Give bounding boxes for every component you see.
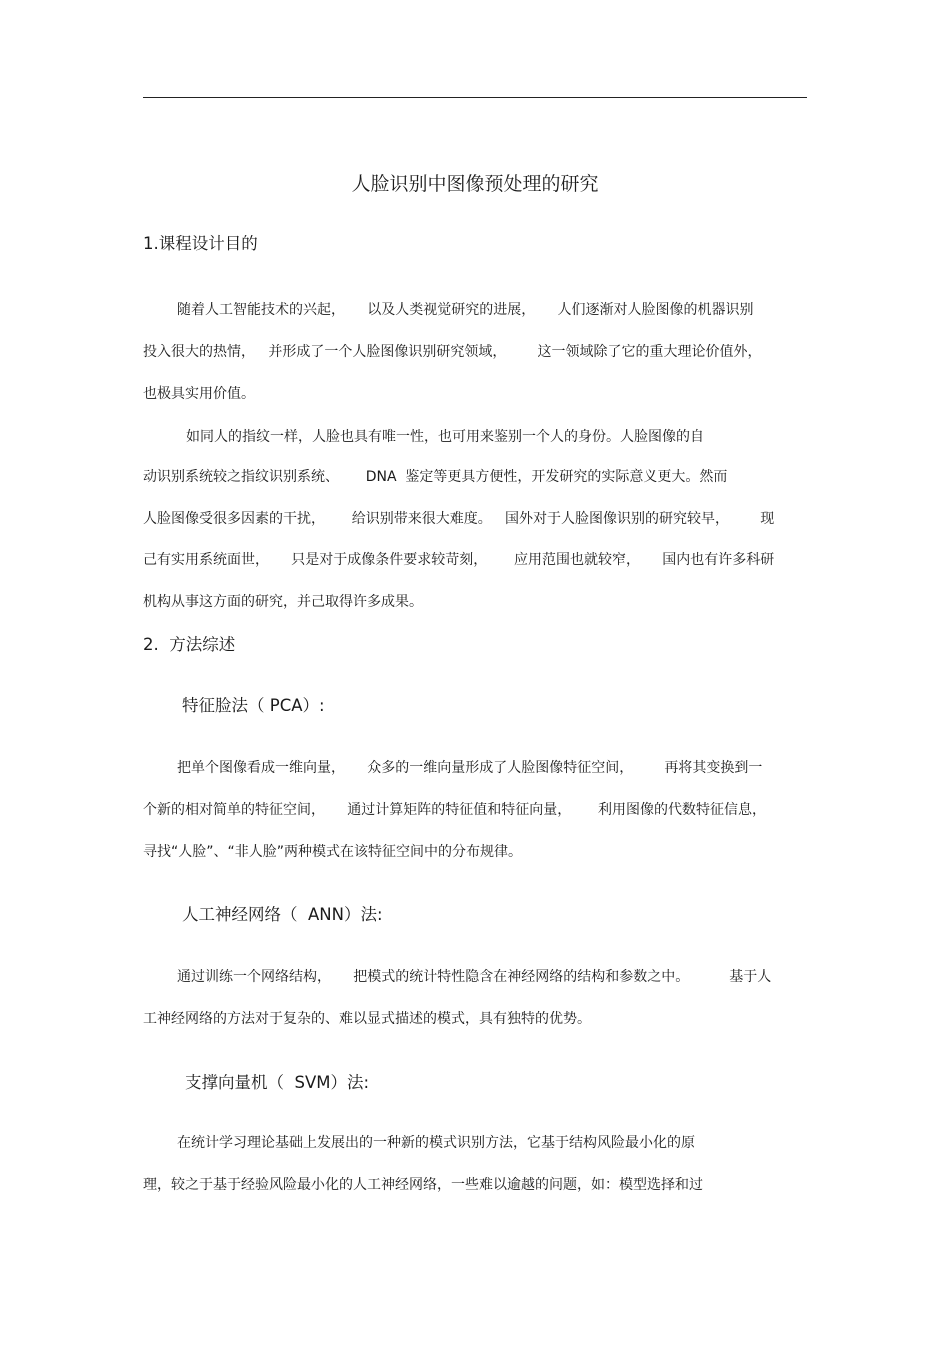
ann-line-1: 通过训练一个网络结构， 把模式的统计特性隐含在神经网络的结构和参数之中。 基于人 <box>177 969 772 985</box>
s1-p1-line-2: 投入很大的热情， 并形成了一个人脸图像识别研究领域， 这一领域除了它的重大理论价值外， <box>143 344 762 360</box>
svm-line-1: 在统计学习理论基础上发展出的一种新的模式识别方法，它基于结构风险最小化的原 <box>177 1135 695 1151</box>
ann-line-2: 工神经网络的方法对于复杂的、难以显式描述的模式，具有独特的优势。 <box>143 1011 591 1027</box>
ann-heading: 人工神经网络（ ANN）法: <box>182 905 383 924</box>
s1-p2-line-5: 机构从事这方面的研究，并己取得许多成果。 <box>143 594 423 610</box>
document-title: 人脸识别中图像预处理的研究 <box>351 173 599 195</box>
section-2-heading: 2. 方法综述 <box>143 635 236 654</box>
section-1-heading: 1.课程设计目的 <box>143 234 258 253</box>
svm-line-2: 理，较之于基于经验风险最小化的人工神经网络，一些难以逾越的问题，如：模型选择和过 <box>143 1177 703 1193</box>
s1-p2-line-3: 人脸图像受很多因素的干扰， 给识别带来很大难度。 国外对于人脸图像识别的研究较早， 现 <box>143 511 775 527</box>
header-rule <box>143 97 807 98</box>
svm-heading: 支撑向量机（ SVM）法: <box>185 1073 370 1092</box>
pca-line-2: 个新的相对简单的特征空间， 通过计算矩阵的特征值和特征向量， 利用图像的代数特征信息， <box>143 802 766 818</box>
s1-p1-line-3: 也极具实用价值。 <box>143 386 255 402</box>
pca-line-1: 把单个图像看成一维向量， 众多的一维向量形成了人脸图像特征空间， 再将其变换到一 <box>177 760 763 776</box>
pca-heading: 特征脸法（ PCA）: <box>182 696 325 715</box>
s1-p2-line-2: 动识别系统较之指纹识别系统、 DNA 鉴定等更具方便性，开发研究的实际意义更大。然而 <box>143 469 728 485</box>
pca-line-3: 寻找“人脸”、“非人脸”两种模式在该特征空间中的分布规律。 <box>143 844 523 860</box>
s1-p2-line-1: 如同人的指纹一样，人脸也具有唯一性，也可用来鉴别一个人的身份。人脸图像的自 <box>186 429 704 445</box>
s1-p2-line-4: 己有实用系统面世， 只是对于成像条件要求较苛刻， 应用范围也就较窄， 国内也有许多科研 <box>143 552 775 568</box>
s1-p1-line-1: 随着人工智能技术的兴起， 以及人类视觉研究的进展， 人们逐渐对人脸图像的机器识别 <box>177 302 754 318</box>
